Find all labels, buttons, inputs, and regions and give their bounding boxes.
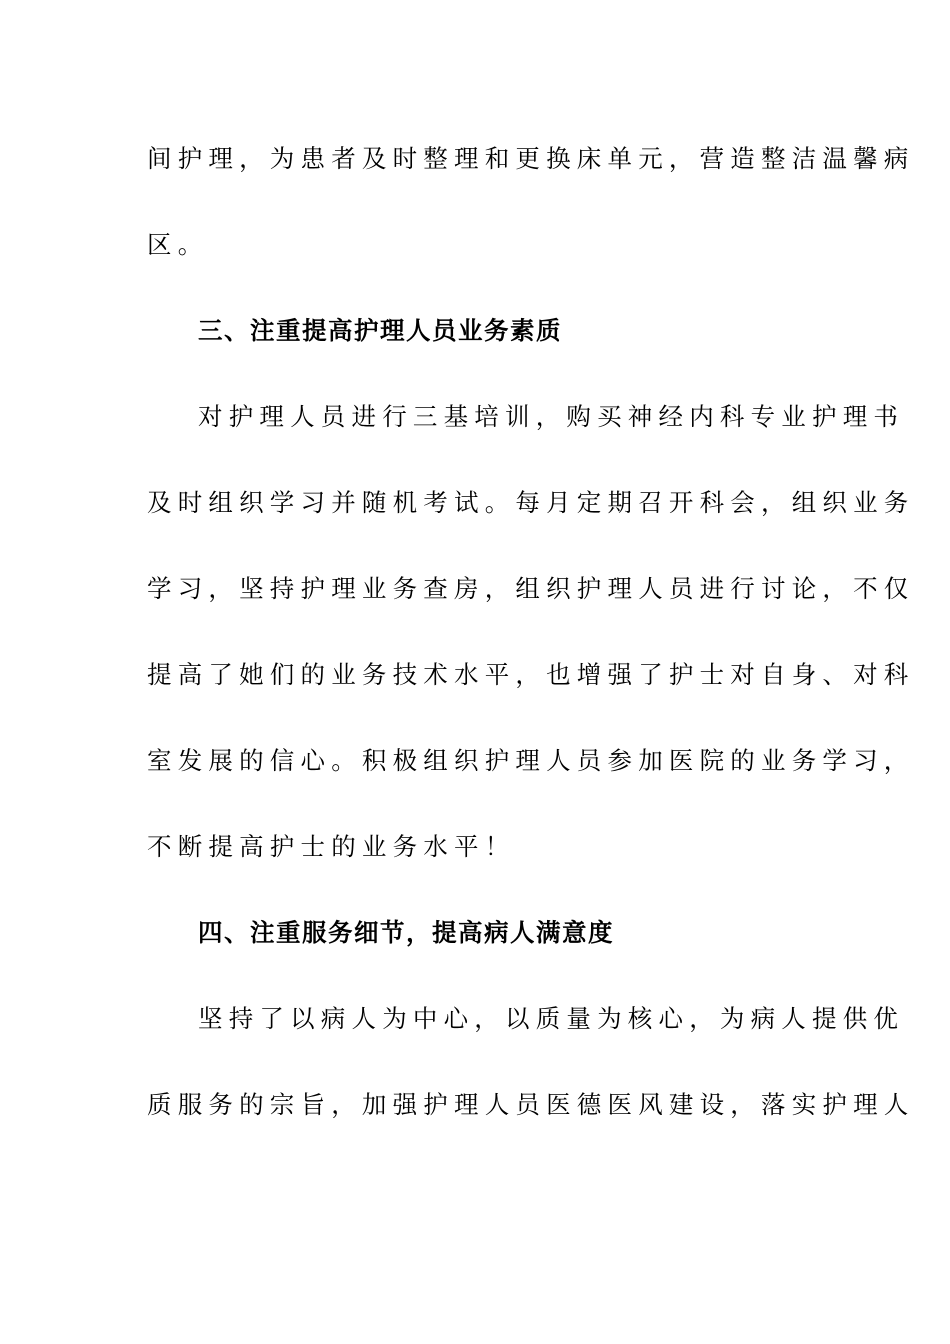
section-heading-4: 四、注重服务细节，提高病人满意度	[198, 918, 614, 947]
paragraph-line: 及时组织学习并随机考试。每月定期召开科会，组织业务	[147, 488, 915, 517]
paragraph-line: 区。	[147, 230, 209, 259]
paragraph-line: 提高了她们的业务技术水平，也增强了护士对自身、对科	[147, 660, 915, 689]
paragraph-line: 不断提高护士的业务水平！	[147, 832, 516, 861]
paragraph-line: 学习，坚持护理业务查房，组织护理人员进行讨论，不仅	[147, 574, 915, 603]
paragraph-line: 间护理，为患者及时整理和更换床单元，营造整洁温馨病	[147, 144, 915, 173]
paragraph-line: 坚持了以病人为中心，以质量为核心，为病人提供优	[198, 1004, 905, 1033]
paragraph-line: 质服务的宗旨，加强护理人员医德医风建设，落实护理人	[147, 1090, 915, 1119]
paragraph-line: 室发展的信心。积极组织护理人员参加医院的业务学习，	[147, 746, 915, 775]
paragraph-line: 对护理人员进行三基培训，购买神经内科专业护理书	[198, 402, 905, 431]
section-heading-3: 三、注重提高护理人员业务素质	[198, 316, 562, 345]
